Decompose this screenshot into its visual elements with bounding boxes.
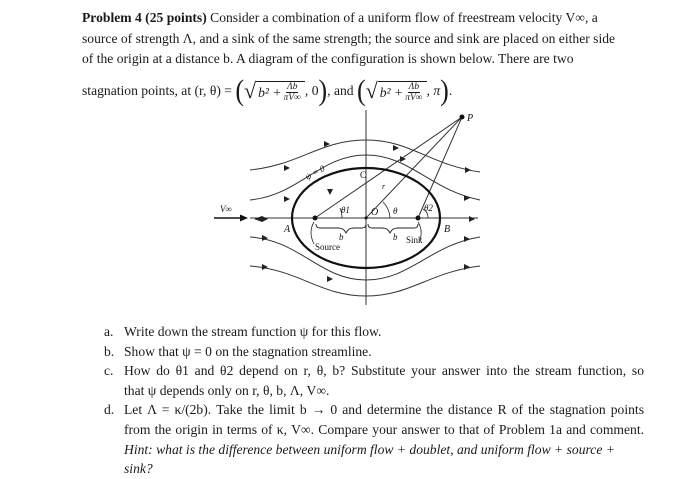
intro-line-3: of the origin at a distance b. A diagram of the configuration is shown below. There are two xyxy=(82,51,574,66)
close-paren: ) xyxy=(318,73,328,108)
problem-heading: Problem 4 (25 points) xyxy=(82,10,207,25)
point-p xyxy=(460,115,465,120)
sink-point xyxy=(416,216,421,221)
question-marker: d. xyxy=(104,402,115,418)
question-marker: b. xyxy=(104,343,115,359)
question-d-line-1: Let Λ = κ/(2b). Take the limit b → 0 and determine the distance R of the stagnation points xyxy=(124,402,644,418)
label-b-right: b xyxy=(393,232,398,242)
question-text xyxy=(124,361,644,400)
question-b xyxy=(104,342,644,362)
question-text: Write down the stream function ψ for this flow. xyxy=(124,324,382,339)
label-b-point: B xyxy=(444,224,451,235)
question-text: Show that ψ = 0 on the stagnation streamline. xyxy=(124,343,372,359)
formula-period: . xyxy=(448,83,453,98)
question-marker: c. xyxy=(104,363,114,379)
open-paren-2: ( xyxy=(357,73,366,108)
streamline-lower-outer xyxy=(250,266,480,296)
problem-statement xyxy=(82,8,628,70)
fraction-denominator: πV∞ xyxy=(405,93,423,103)
first-angle: , 0 xyxy=(304,83,319,98)
b-squared: b² + xyxy=(258,84,282,100)
label-source: Source xyxy=(315,242,340,252)
question-text xyxy=(124,400,644,478)
question-a xyxy=(104,322,644,342)
line-origin-to-p xyxy=(366,117,462,218)
hint-line-2: sink? xyxy=(124,461,153,477)
fraction-denominator: πV∞ xyxy=(283,93,301,103)
label-theta: θ xyxy=(393,206,398,216)
origin-point xyxy=(365,217,368,220)
intro-line-1: Consider a combination of a uniform flow of freestream velocity V∞, a xyxy=(210,10,598,25)
label-theta1: θ1 xyxy=(341,205,350,215)
sqrt-icon: √ xyxy=(365,78,378,103)
fraction-numerator: Λb xyxy=(408,82,420,92)
label-o: O xyxy=(371,207,379,218)
label-theta2: θ2 xyxy=(424,203,433,213)
flow-diagram xyxy=(200,100,530,310)
source-point xyxy=(313,216,318,221)
problem-line-1 xyxy=(82,8,628,29)
fraction-numerator: Λb xyxy=(286,82,298,92)
question-d xyxy=(104,400,644,478)
question-c xyxy=(104,361,644,400)
label-c: C xyxy=(360,170,367,180)
sqrt-icon: √ xyxy=(244,78,257,103)
label-sink: Sink xyxy=(406,235,423,245)
label-a: A xyxy=(284,224,291,235)
label-r: r xyxy=(382,182,386,191)
label-psi-zero: ψ = 0 xyxy=(303,163,327,182)
question-d-line-2: from the origin in terms of κ, V∞. Compare your answer to that of Problem 1a and comment. xyxy=(124,421,644,437)
question-marker: a. xyxy=(104,324,114,339)
question-c-line-2: that ψ depends only on r, θ, b, Λ, V∞. xyxy=(124,382,330,398)
formula-and: , and xyxy=(327,83,354,98)
label-b-left: b xyxy=(339,232,344,242)
close-paren-2: ) xyxy=(440,73,449,108)
hint-line-1: Hint: what is the difference between uniform flow + doublet, and uniform flow + source + xyxy=(124,441,615,457)
formula-prefix: stagnation points, at (r, θ) = xyxy=(82,83,232,98)
open-paren: ( xyxy=(235,73,245,108)
question-c-line-1: How do θ1 and θ2 depend on r, θ, b? Substitute your answer into the stream function, so xyxy=(124,363,644,379)
label-v-inf: V∞ xyxy=(220,204,232,214)
intro-line-2: source of strength Λ, and a sink of the same strength; the source and sink are placed on either side xyxy=(82,30,616,46)
second-angle: , π xyxy=(426,83,441,98)
b-squared: b² + xyxy=(379,84,404,100)
question-list xyxy=(104,322,644,479)
label-p: P xyxy=(467,113,474,124)
